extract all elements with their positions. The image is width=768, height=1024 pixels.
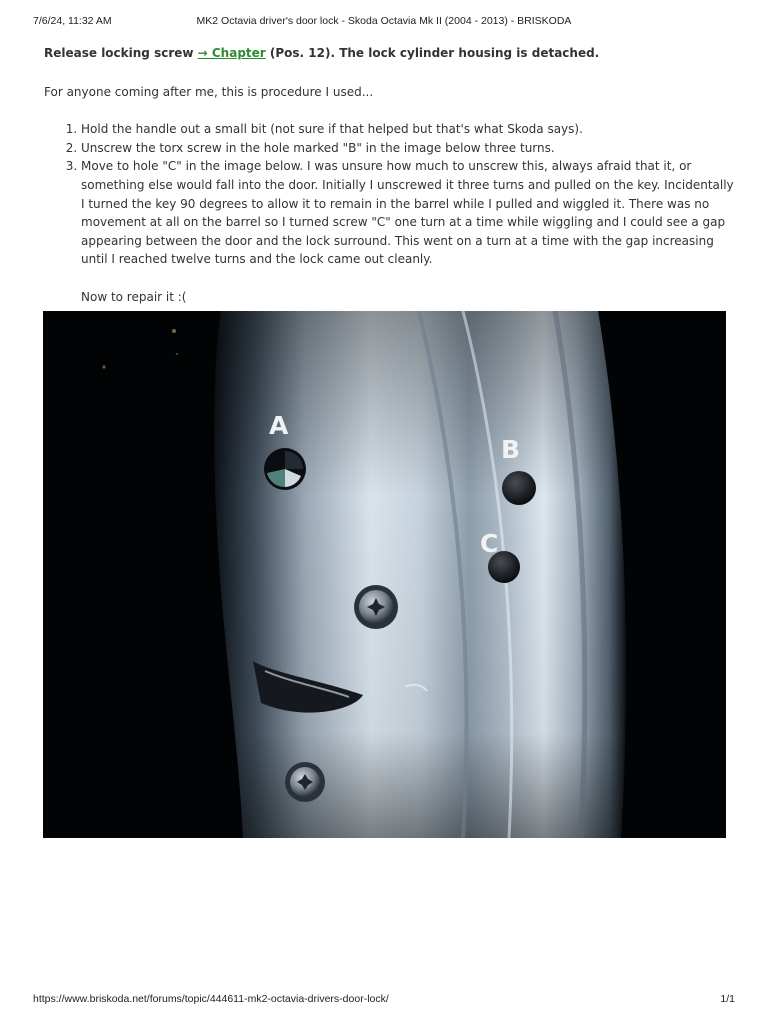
label-b: B: [501, 435, 521, 464]
list-item: 1. Hold the handle out a small bit (not sure if that helped but that's what Skoda says).: [81, 120, 734, 139]
label-c: C: [480, 529, 499, 558]
print-header: [0, 15, 768, 29]
print-date: 7/6/24, 11:32 AM: [33, 15, 112, 27]
post-closing-line: Now to repair it :(: [81, 289, 187, 304]
heading-suffix: (Pos. 12). The lock cylinder housing is detached.: [265, 46, 600, 60]
heading-prefix: Release locking screw: [44, 46, 198, 60]
forum-post-body: [44, 44, 734, 307]
print-page-title: MK2 Octavia driver's door lock - Skoda Octavia Mk II (2004 - 2013) - BRISKODA: [196, 15, 572, 27]
door-lock-photo: [43, 311, 726, 838]
chapter-link[interactable]: → Chapter: [197, 46, 266, 60]
list-item: 2. Unscrew the torx screw in the hole marked "B" in the image below three turns.: [81, 139, 734, 158]
procedure-steps: [44, 120, 734, 269]
page-number: 1/1: [720, 993, 735, 1005]
list-item: 3. Move to hole "C" in the image below. I was unsure how much to unscrew this, always afraid that it, or something else would fall into the door. Initially I unscrewed it three turns and pulled on the key. Incidentally I turned the key 90 degrees to allow it to remain in the barrel while I pulled and wiggled it. There was no movement at all on the barrel so I turned screw "C" one turn at a time while wiggling and I could see a gap appearing between the door and the lock surround. This went on a turn at a time with the gap increasing until I reached twelve turns and the lock came out cleanly.: [81, 157, 734, 269]
label-a: A: [269, 411, 289, 440]
print-url: https://www.briskoda.net/forums/topic/444611-mk2-octavia-drivers-door-lock/: [33, 993, 389, 1005]
post-heading: [44, 44, 734, 63]
print-footer: [0, 993, 768, 1007]
post-intro: For anyone coming after me, this is procedure I used...: [44, 84, 374, 99]
